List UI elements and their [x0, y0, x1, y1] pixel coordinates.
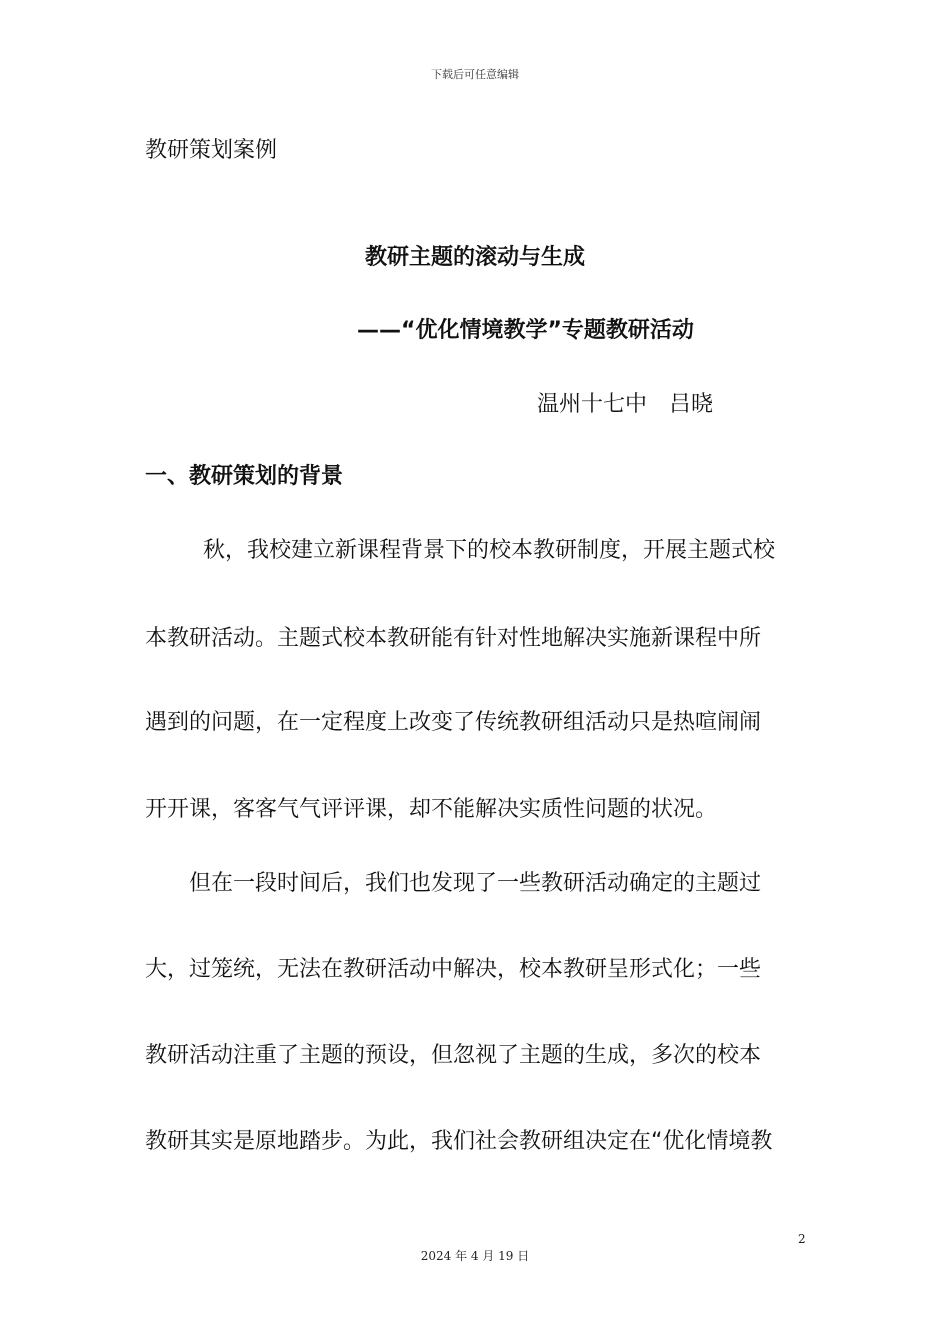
author-name: 吕晓 [669, 392, 714, 417]
section-heading-background: 一、教研策划的背景 [145, 464, 344, 489]
document-title: 教研主题的滚动与生成 [364, 245, 585, 270]
document-label: 教研策划案例 [145, 138, 278, 163]
page-number: 2 [798, 1232, 806, 1246]
paragraph-line: 秋，我校建立新课程背景下的校本教研制度，开展主题式校 [203, 538, 776, 563]
paragraph-line: 大，过笼统，无法在教研活动中解决，校本教研呈形式化；一些 [145, 957, 762, 982]
header-note: 下载后可任意编辑 [431, 68, 519, 81]
paragraph-line: 开开课，客客气气评评课，却不能解决实质性问题的状况。 [145, 797, 718, 822]
author-line [537, 390, 713, 420]
footer-date: 2024 年 4 月 19 日 [420, 1249, 530, 1263]
document-subtitle: ——“优化情境教学”专题教研活动 [357, 318, 694, 343]
paragraph-line: 但在一段时间后，我们也发现了一些教研活动确定的主题过 [189, 871, 762, 896]
paragraph-line: 本教研活动。主题式校本教研能有针对性地解决实施新课程中所 [145, 626, 762, 651]
paragraph-line: 教研活动注重了主题的预设，但忽视了主题的生成，多次的校本 [145, 1043, 762, 1068]
author-school: 温州十七中 [537, 392, 648, 417]
paragraph-line: 教研其实是原地踏步。为此，我们社会教研组决定在“优化情境教 [145, 1129, 773, 1154]
paragraph-line: 遇到的问题，在一定程度上改变了传统教研组活动只是热喧闹闹 [145, 710, 762, 735]
